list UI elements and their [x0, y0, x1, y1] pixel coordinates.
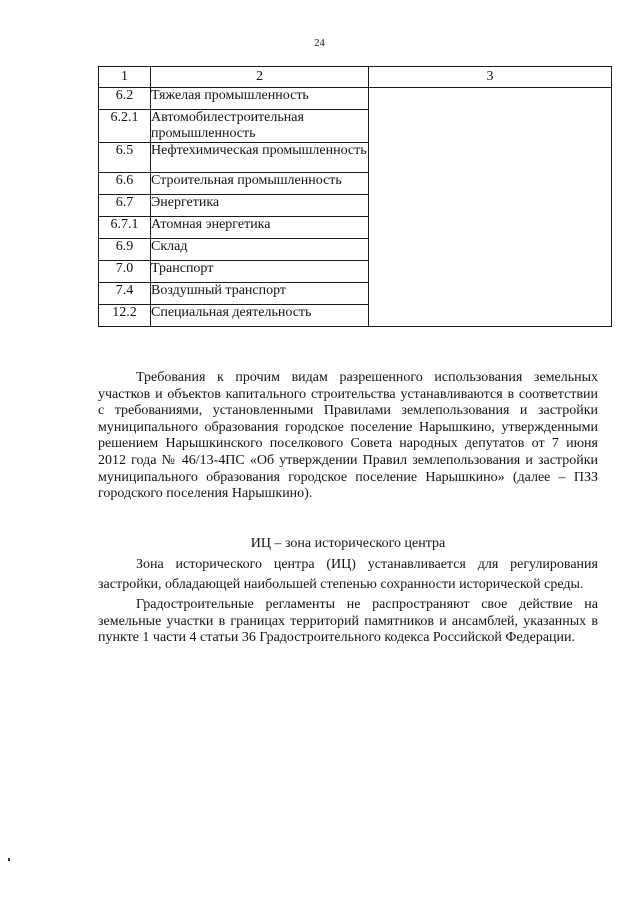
use-name: Автомобилестроительная промышленность	[151, 110, 369, 143]
use-name: Атомная энергетика	[151, 217, 369, 239]
zone-section	[98, 555, 598, 647]
scan-mark	[8, 858, 10, 861]
use-name: Строительная промышленность	[151, 173, 369, 195]
use-code: 7.0	[99, 261, 151, 283]
requirements-paragraph: Требования к прочим видам разрешенного использования земельных участков и объектов капитального строительства устанавливаются в соответствии с требованиями, установленными Правилами землепользования и застройки муниципального образования городское поселение Нарышкино, утвержденными решением Нарышкинского поселкового Совета народных депутатов от 7 июня 2012 года № 46/13-4ПС «Об утверждении Правил землепользования и застройки муниципального образования городское поселение Нарышкино» (далее – ПЗЗ городского поселения Нарышкино).	[98, 370, 598, 502]
use-code: 6.6	[99, 173, 151, 195]
page-number: 24	[314, 38, 325, 49]
column-header-3: 3	[369, 67, 612, 88]
use-code: 6.5	[99, 143, 151, 173]
use-name: Специальная деятельность	[151, 305, 369, 327]
use-code: 6.2.1	[99, 110, 151, 143]
use-name: Склад	[151, 239, 369, 261]
section-heading: ИЦ – зона исторического центра	[250, 536, 446, 551]
use-name: Тяжелая промышленность	[151, 88, 369, 110]
table-header-row	[99, 67, 612, 88]
use-name: Воздушный транспорт	[151, 283, 369, 305]
use-name: Транспорт	[151, 261, 369, 283]
land-use-table	[98, 66, 612, 327]
zone-description-paragraph: Зона исторического центра (ИЦ) устанавливается для регулирования застройки, обладающей наибольшей степенью сохранности исторической среды.	[98, 557, 598, 592]
use-code: 6.2	[99, 88, 151, 110]
use-code: 7.4	[99, 283, 151, 305]
regulations-paragraph: Градостроительные регламенты не распространяют свое действие на земельные участки в границах территорий памятников и ансамблей, указанных в пункте 1 части 4 статьи 36 Градостроительного кодекса Российской Федерации.	[98, 597, 598, 646]
requirements-section	[98, 370, 598, 503]
regulation-cell	[369, 88, 612, 327]
table-row	[99, 88, 612, 110]
use-code: 6.7.1	[99, 217, 151, 239]
use-name: Нефтехимическая промышленность	[151, 143, 369, 173]
column-header-1: 1	[99, 67, 151, 88]
use-code: 6.9	[99, 239, 151, 261]
use-code: 6.7	[99, 195, 151, 217]
use-code: 12.2	[99, 305, 151, 327]
use-name: Энергетика	[151, 195, 369, 217]
column-header-2: 2	[151, 67, 369, 88]
